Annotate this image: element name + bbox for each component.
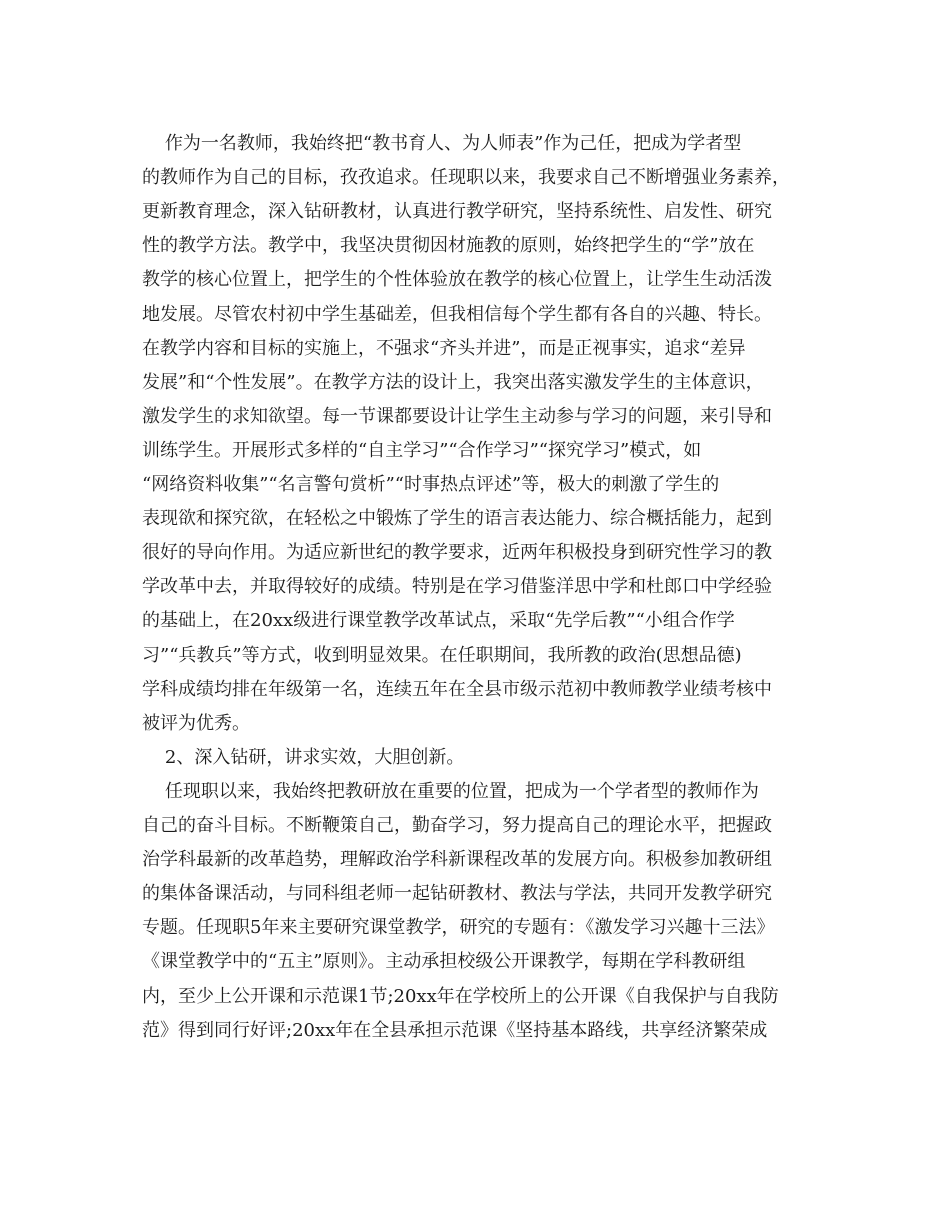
text-line: “网络资料收集”“名言警句赏析”“时事热点评述”等，极大的刺激了学生的 [142,474,720,495]
text-line: 范》得到同行好评;20xx年在全县承担示范课《坚持基本路线，共享经济繁荣成 [142,1019,768,1041]
text-line: 地发展。尽管农村初中学生基础差，但我相信每个学生都有各自的兴趣、特长。 [142,303,772,325]
text-line: 在教学内容和目标的实施上，不强求“齐头并进”，而是正视事实，追求“差异 [142,337,746,359]
text-line: 内，至少上公开课和示范课1节;20xx年在学校所上的公开课《自我保护与自我防 [142,985,779,1007]
text-line: 更新教育理念，深入钻研教材，认真进行教学研究，坚持系统性、启发性、研究 [142,201,772,223]
text-line: 自己的奋斗目标。不断鞭策自己，勤奋学习，努力提高自己的理论水平，把握政 [142,815,772,836]
text-line: 发展”和“个性发展”。在教学方法的设计上，我突出落实激发学生的主体意识， [142,371,764,393]
text-line: 作为一名教师，我始终把“教书育人、为人师表”作为己任，把成为学者型 [142,133,742,154]
text-line: 很好的导向作用。为适应新世纪的教学要求，近两年积极投身到研究性学习的教 [142,542,772,564]
text-line: 被评为优秀。 [142,712,250,734]
text-line: 专题。任现职5年来主要研究课堂教学，研究的专题有：《激发学习兴趣十三法》 [142,917,775,939]
text-line: 学改革中去，并取得较好的成绩。特别是在学习借鉴洋思中学和杜郎口中学经验 [142,576,772,598]
text-line: 性的教学方法。教学中，我坚决贯彻因材施教的原则，始终把学生的“学”放在 [142,235,755,257]
text-line: 学科成绩均排在年级第一名，连续五年在全县市级示范初中教师教学业绩考核中 [142,678,772,700]
text-line: 的教师作为自己的目标，孜孜追求。任现职以来，我要求自己不断增强业务素养， [142,167,790,189]
text-line: 教学的核心位置上，把学生的个性体验放在教学的核心位置上，让学生生动活泼 [142,269,772,291]
text-line: 表现欲和探究欲，在轻松之中锻炼了学生的语言表达能力、综合概括能力，起到 [142,508,772,530]
text-line: 训练学生。开展形式多样的“自主学习”“合作学习”“探究学习”模式，如 [142,439,702,461]
text-line: 的基础上，在20xx级进行课堂教学改革试点，采取“先学后教”“小组合作学 [142,610,735,632]
text-line: 《课堂教学中的“五主”原则》。主动承担校级公开课教学，每期在学科教研组 [142,951,746,973]
text-line: 习”“兵教兵”等方式，收到明显效果。在任职期间，我所教的政治(思想品德) [142,644,742,666]
text-line: 激发学生的求知欲望。每一节课都要设计让学生主动参与学习的问题，来引导和 [142,405,772,427]
text-line: 的集体备课活动，与同科组老师一起钻研教材、教法与学法，共同开发教学研究 [142,883,772,905]
text-line: 2、深入钻研，讲求实效，大胆创新。 [142,746,465,768]
text-line: 治学科最新的改革趋势，理解政治学科新课程改革的发展方向。积极参加教研组 [142,849,772,871]
text-line: 任现职以来，我始终把教研放在重要的位置，把成为一个学者型的教师作为 [142,780,759,802]
